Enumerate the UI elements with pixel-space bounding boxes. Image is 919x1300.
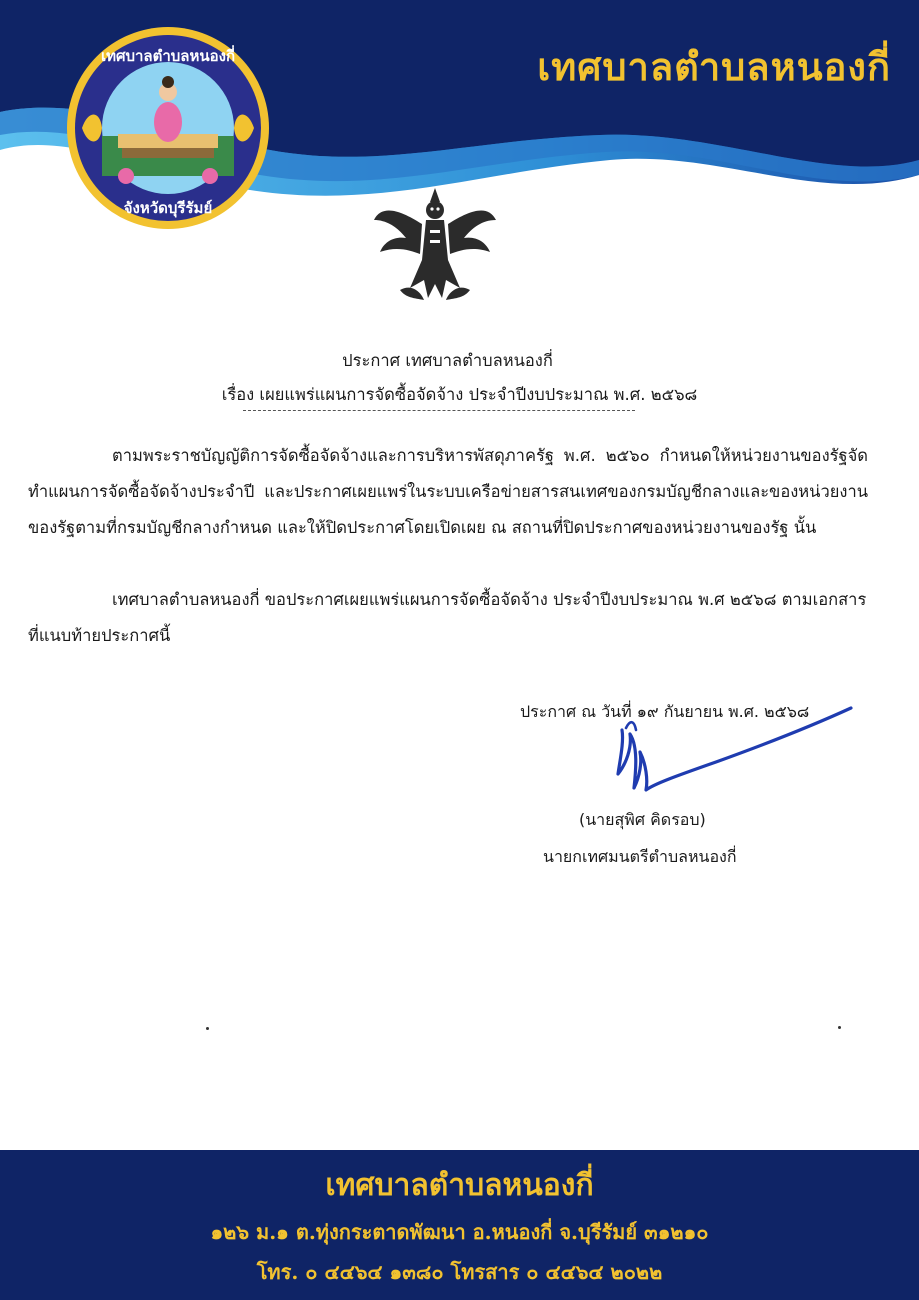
signer-name: (นายสุพิศ คิดรอบ) <box>579 810 706 829</box>
header-title: เทศบาลตำบลหนองกี่ <box>537 44 891 89</box>
announcement-subject: เรื่อง เผยแพร่แผนการจัดซื้อจัดจ้าง ประจำปีงบประมาณ พ.ศ. ๒๕๖๘ <box>221 385 698 404</box>
announcement-heading: ประกาศ เทศบาลตำบลหนองกี่ <box>342 351 553 370</box>
garuda-emblem-icon <box>370 180 500 310</box>
letterhead-footer <box>0 1150 919 1300</box>
seal-bottom-text: จังหวัดบุรีรัมย์ <box>123 199 213 217</box>
footer-contact: โทร. ๐ ๔๔๖๔ ๑๓๘๐ โทรสาร ๐ ๔๔๖๔ ๒๐๒๒ <box>256 1260 663 1284</box>
signer-title: นายกเทศมนตรีตำบลหนองกี่ <box>543 847 737 866</box>
seal-top-text: เทศบาลตำบลหนองกี่ <box>100 47 236 65</box>
heading-divider <box>243 410 635 411</box>
announcement-date: ประกาศ ณ วันที่ ๑๙ กันยายน พ.ศ. ๒๕๖๘ <box>520 702 810 721</box>
handwritten-signature <box>596 690 866 800</box>
body-paragraph-1: ตามพระราชบัญญัติการจัดซื้อจัดจ้างและการบริหารพัสดุภาครัฐ พ.ศ. ๒๕๖๐ กำหนดให้หน่วยงานของรัฐจัดทำแผนการจัดซื้อจัดจ้างประจำปี และประกาศเผยแพร่ในระบบเครือข่ายสารสนเทศของกรมบัญชีกลางและของหน่วยงานของรัฐตามที่กรมบัญชีกลางกำหนด และให้ปิดประกาศโดยเปิดเผย ณ สถานที่ปิดประกาศของหน่วยงานของรัฐ นั้น <box>28 446 868 537</box>
municipal-seal <box>66 26 270 230</box>
body-paragraph-2: เทศบาลตำบลหนองกี่ ขอประกาศเผยแพร่แผนการจัดซื้อจัดจ้าง ประจำปีงบประมาณ พ.ศ ๒๕๖๘ ตามเอกสารที่แนบท้ายประกาศนี้ <box>28 590 867 645</box>
scan-speck <box>206 1027 209 1030</box>
footer-org-name: เทศบาลตำบลหนองกี่ <box>325 1168 594 1203</box>
scan-speck <box>838 1026 841 1029</box>
footer-address: ๑๒๖ ม.๑ ต.ทุ่งกระตาดพัฒนา อ.หนองกี่ จ.บุรีรัมย์ ๓๑๒๑๐ <box>210 1220 709 1244</box>
